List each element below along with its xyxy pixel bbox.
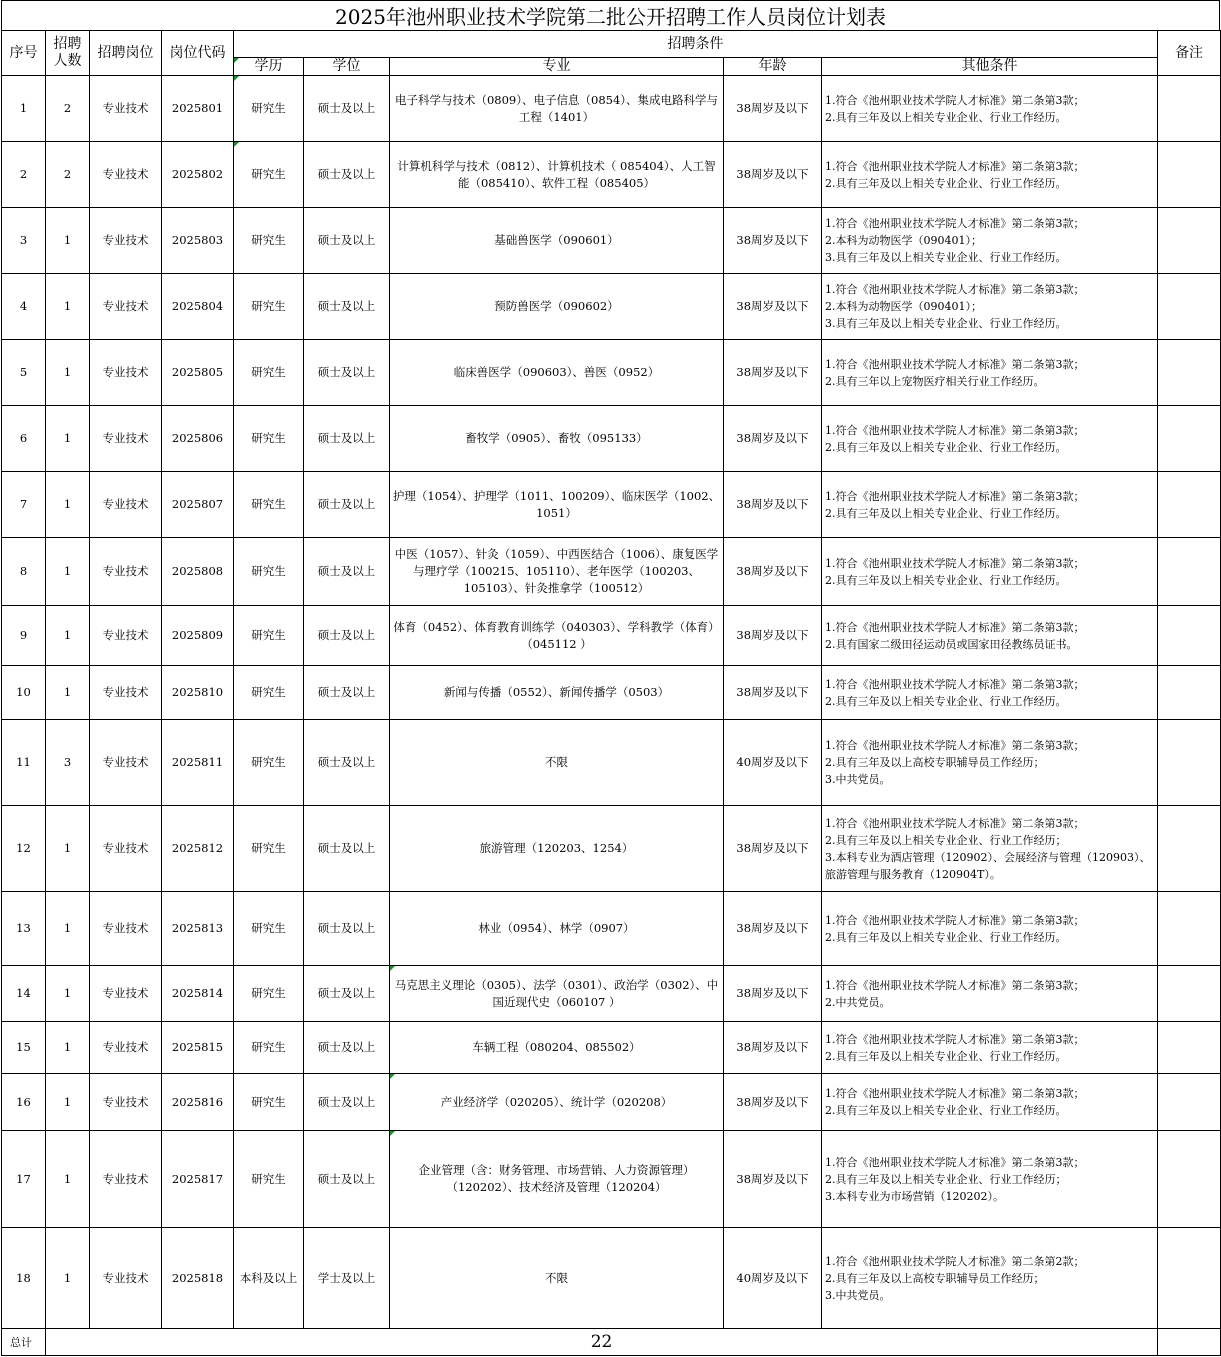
cell-age: 38周岁及以下	[724, 892, 822, 966]
other-condition-line: 1.符合《池州职业技术学院人才标准》第二条第3款；	[825, 1155, 1085, 1169]
other-condition-line: 2.具有国家二级田径运动员或国家田径教练员证书。	[825, 637, 1078, 651]
cell-code: 2025814	[162, 966, 234, 1022]
table-row	[2, 1074, 1221, 1131]
cell-age: 38周岁及以下	[724, 1074, 822, 1131]
cell-seq: 6	[2, 406, 46, 472]
cell-position: 专业技术	[90, 208, 162, 274]
cell-remark	[1158, 666, 1221, 720]
cell-seq: 17	[2, 1131, 46, 1228]
other-condition-line: 1.符合《池州职业技术学院人才标准》第二条第3款；	[825, 1032, 1085, 1046]
total-remark	[1158, 1329, 1221, 1356]
other-condition-line: 1.符合《池州职业技术学院人才标准》第二条第3款；	[825, 489, 1085, 503]
other-condition-line: 1.符合《池州职业技术学院人才标准》第二条第3款；	[825, 816, 1085, 830]
other-condition-line: 2.本科为动物医学（090401）；	[825, 300, 982, 313]
other-condition-line: 1.符合《池州职业技术学院人才标准》第二条第3款；	[825, 556, 1085, 570]
cell-age: 40周岁及以下	[724, 720, 822, 806]
other-condition-line: 1.符合《池州职业技术学院人才标准》第二条第3款；	[825, 677, 1085, 691]
other-condition-line: 2.具有三年及以上相关专业企业、行业工作经历。	[825, 440, 1067, 454]
cell-education: 研究生	[234, 472, 304, 538]
total-label: 总计	[2, 1329, 46, 1356]
cell-count: 1	[46, 340, 90, 406]
cell-position: 专业技术	[90, 1074, 162, 1131]
cell-other	[822, 1228, 1158, 1329]
cell-degree: 硕士及以上	[304, 538, 390, 606]
cell-count: 1	[46, 1022, 90, 1074]
other-condition-line: 1.符合《池州职业技术学院人才标准》第二条第3款；	[825, 93, 1085, 107]
other-condition-line: 1.符合《池州职业技术学院人才标准》第二条第3款；	[825, 978, 1085, 992]
cell-code: 2025806	[162, 406, 234, 472]
cell-other	[822, 472, 1158, 538]
cell-seq: 7	[2, 472, 46, 538]
cell-education: 本科及以上	[234, 1228, 304, 1329]
cell-count: 1	[46, 666, 90, 720]
table-row	[2, 806, 1221, 892]
recruitment-plan-sheet	[1, 0, 1220, 1356]
table-row	[2, 1022, 1221, 1074]
cell-education: 研究生	[234, 606, 304, 666]
other-condition-line: 3.具有三年及以上相关专业企业、行业工作经历。	[825, 317, 1067, 330]
other-condition-line: 2.本科为动物医学（090401）；	[825, 234, 982, 247]
cell-education: 研究生	[234, 1074, 304, 1131]
cell-seq: 8	[2, 538, 46, 606]
cell-education: 研究生	[234, 892, 304, 966]
cell-position: 专业技术	[90, 806, 162, 892]
cell-education: 研究生	[234, 806, 304, 892]
cell-education: 研究生	[234, 538, 304, 606]
cell-other	[822, 538, 1158, 606]
other-condition-line: 2.具有三年及以上相关专业企业、行业工作经历。	[825, 506, 1067, 520]
cell-education: 研究生	[234, 76, 304, 142]
cell-code: 2025809	[162, 606, 234, 666]
cell-position: 专业技术	[90, 1131, 162, 1228]
cell-age: 38周岁及以下	[724, 142, 822, 208]
table-row	[2, 606, 1221, 666]
cell-position: 专业技术	[90, 892, 162, 966]
table-row	[2, 340, 1221, 406]
cell-position: 专业技术	[90, 1228, 162, 1329]
cell-major: 马克思主义理论（0305）、法学（0301）、政治学（0302）、中国近现代史（060107 ）	[390, 966, 724, 1022]
cell-seq: 4	[2, 274, 46, 340]
cell-code: 2025801	[162, 76, 234, 142]
cell-count: 1	[46, 472, 90, 538]
cell-degree: 硕士及以上	[304, 606, 390, 666]
table-body	[2, 76, 1221, 1329]
cell-major: 旅游管理（120203、1254）	[390, 806, 724, 892]
cell-major: 林业（0954）、林学（0907）	[390, 892, 724, 966]
other-condition-line: 1.符合《池州职业技术学院人才标准》第二条第3款；	[825, 423, 1085, 437]
cell-major: 计算机科学与技术（0812）、计算机技术（ 085404）、人工智能（085410）、软件工程（085405）	[390, 142, 724, 208]
cell-age: 38周岁及以下	[724, 966, 822, 1022]
cell-education: 研究生	[234, 340, 304, 406]
cell-age: 38周岁及以下	[724, 666, 822, 720]
cell-education: 研究生	[234, 1131, 304, 1228]
other-condition-line: 2.具有三年及以上相关专业企业、行业工作经历。	[825, 930, 1067, 944]
cell-remark	[1158, 142, 1221, 208]
other-condition-line: 2.具有三年及以上相关专业企业、行业工作经历。	[825, 694, 1067, 708]
cell-seq: 18	[2, 1228, 46, 1329]
cell-count: 1	[46, 538, 90, 606]
cell-degree: 硕士及以上	[304, 892, 390, 966]
cell-count: 1	[46, 1228, 90, 1329]
header-conditions: 招聘条件	[234, 31, 1158, 58]
cell-code: 2025816	[162, 1074, 234, 1131]
cell-degree: 硕士及以上	[304, 472, 390, 538]
cell-code: 2025805	[162, 340, 234, 406]
cell-degree: 硕士及以上	[304, 1074, 390, 1131]
other-condition-line: 2.具有三年及以上相关专业企业、行业工作经历。	[825, 110, 1067, 124]
cell-age: 38周岁及以下	[724, 76, 822, 142]
cell-age: 38周岁及以下	[724, 340, 822, 406]
cell-education: 研究生	[234, 208, 304, 274]
cell-degree: 硕士及以上	[304, 720, 390, 806]
cell-position: 专业技术	[90, 274, 162, 340]
cell-count: 1	[46, 606, 90, 666]
table-row	[2, 666, 1221, 720]
cell-other	[822, 340, 1158, 406]
cell-remark	[1158, 606, 1221, 666]
total-value: 22	[46, 1329, 1158, 1356]
other-condition-line: 2.具有三年以上宠物医疗相关行业工作经历。	[825, 374, 1045, 388]
cell-count: 1	[46, 892, 90, 966]
cell-degree: 硕士及以上	[304, 340, 390, 406]
cell-seq: 3	[2, 208, 46, 274]
cell-seq: 15	[2, 1022, 46, 1074]
cell-remark	[1158, 806, 1221, 892]
cell-degree: 硕士及以上	[304, 406, 390, 472]
cell-major: 基础兽医学（090601）	[390, 208, 724, 274]
cell-seq: 5	[2, 340, 46, 406]
header-position: 招聘岗位	[90, 31, 162, 76]
cell-seq: 2	[2, 142, 46, 208]
total-row	[2, 1329, 1221, 1356]
cell-age: 38周岁及以下	[724, 472, 822, 538]
table-row	[2, 208, 1221, 274]
other-condition-line: 3.具有三年及以上相关专业企业、行业工作经历。	[825, 251, 1067, 264]
cell-seq: 14	[2, 966, 46, 1022]
cell-remark	[1158, 966, 1221, 1022]
cell-major: 预防兽医学（090602）	[390, 274, 724, 340]
cell-code: 2025818	[162, 1228, 234, 1329]
cell-age: 38周岁及以下	[724, 274, 822, 340]
cell-count: 1	[46, 1074, 90, 1131]
cell-position: 专业技术	[90, 966, 162, 1022]
table-row	[2, 406, 1221, 472]
cell-other	[822, 142, 1158, 208]
cell-remark	[1158, 720, 1221, 806]
cell-count: 1	[46, 274, 90, 340]
cell-age: 38周岁及以下	[724, 538, 822, 606]
cell-major: 临床兽医学（090603）、兽医（0952）	[390, 340, 724, 406]
cell-major: 电子科学与技术（0809）、电子信息（0854）、集成电路科学与工程（1401）	[390, 76, 724, 142]
cell-major: 不限	[390, 1228, 724, 1329]
cell-age: 38周岁及以下	[724, 606, 822, 666]
cell-remark	[1158, 538, 1221, 606]
other-condition-line: 1.符合《池州职业技术学院人才标准》第二条第3款；	[825, 357, 1085, 371]
other-condition-line: 2.具有三年及以上相关专业企业、行业工作经历；	[825, 1172, 1067, 1186]
cell-age: 38周岁及以下	[724, 1131, 822, 1228]
table-row	[2, 472, 1221, 538]
other-condition-line: 2.具有三年及以上相关专业企业、行业工作经历。	[825, 1104, 1067, 1117]
other-condition-line: 2.具有三年及以上相关专业企业、行业工作经历。	[825, 573, 1067, 587]
cell-degree: 硕士及以上	[304, 806, 390, 892]
other-condition-line: 2.具有三年及以上高校专职辅导员工作经历；	[825, 756, 1045, 769]
cell-code: 2025808	[162, 538, 234, 606]
table-row	[2, 1228, 1221, 1329]
other-condition-line: 2.具有三年及以上相关专业企业、行业工作经历。	[825, 176, 1067, 190]
cell-code: 2025803	[162, 208, 234, 274]
header-count: 招聘人数	[46, 31, 90, 76]
cell-code: 2025817	[162, 1131, 234, 1228]
header-code: 岗位代码	[162, 31, 234, 76]
cell-other	[822, 1022, 1158, 1074]
header-remark: 备注	[1158, 31, 1221, 76]
page-title: 2025年池州职业技术学院第二批公开招聘工作人员岗位计划表	[1, 0, 1220, 30]
cell-degree: 硕士及以上	[304, 666, 390, 720]
cell-other	[822, 606, 1158, 666]
table-row	[2, 142, 1221, 208]
cell-seq: 16	[2, 1074, 46, 1131]
cell-position: 专业技术	[90, 340, 162, 406]
cell-remark	[1158, 406, 1221, 472]
cell-remark	[1158, 274, 1221, 340]
cell-other	[822, 208, 1158, 274]
cell-degree: 硕士及以上	[304, 1022, 390, 1074]
cell-position: 专业技术	[90, 1022, 162, 1074]
other-condition-line: 2.中共党员。	[825, 995, 891, 1009]
cell-remark	[1158, 208, 1221, 274]
cell-code: 2025804	[162, 274, 234, 340]
cell-other	[822, 892, 1158, 966]
cell-code: 2025811	[162, 720, 234, 806]
cell-remark	[1158, 892, 1221, 966]
other-condition-line: 3.中共党员。	[825, 1288, 891, 1302]
cell-code: 2025810	[162, 666, 234, 720]
cell-count: 1	[46, 806, 90, 892]
table-row	[2, 274, 1221, 340]
cell-education: 研究生	[234, 1022, 304, 1074]
other-condition-line: 1.符合《池州职业技术学院人才标准》第二条第3款；	[825, 620, 1085, 634]
other-condition-line: 1.符合《池州职业技术学院人才标准》第二条第3款；	[825, 913, 1085, 927]
table-row	[2, 538, 1221, 606]
cell-position: 专业技术	[90, 406, 162, 472]
cell-age: 38周岁及以下	[724, 208, 822, 274]
table-row	[2, 720, 1221, 806]
cell-other	[822, 666, 1158, 720]
cell-count: 1	[46, 1131, 90, 1228]
cell-age: 38周岁及以下	[724, 406, 822, 472]
cell-code: 2025815	[162, 1022, 234, 1074]
cell-major: 车辆工程（080204、085502）	[390, 1022, 724, 1074]
cell-degree: 硕士及以上	[304, 966, 390, 1022]
other-condition-line: 1.符合《池州职业技术学院人才标准》第二条第3款；	[825, 283, 1085, 296]
cell-major: 企业管理（含：财务管理、市场营销、人力资源管理）（120202）、技术经济及管理（120204）	[390, 1131, 724, 1228]
cell-other	[822, 1074, 1158, 1131]
cell-position: 专业技术	[90, 142, 162, 208]
cell-remark	[1158, 340, 1221, 406]
recruitment-table	[1, 30, 1221, 1356]
cell-degree: 学士及以上	[304, 1228, 390, 1329]
cell-count: 1	[46, 208, 90, 274]
cell-degree: 硕士及以上	[304, 274, 390, 340]
cell-major: 新闻与传播（0552）、新闻传播学（0503）	[390, 666, 724, 720]
header-major: 专业	[390, 58, 724, 76]
cell-major: 体育（0452）、体育教育训练学（040303）、学科教学（体育）（045112 ）	[390, 606, 724, 666]
other-condition-line: 3.本科专业为酒店管理（120902）、会展经济与管理（120903）、旅游管理与服务教育（120904T）。	[825, 850, 1151, 881]
cell-remark	[1158, 1228, 1221, 1329]
table-row	[2, 1131, 1221, 1228]
cell-degree: 硕士及以上	[304, 76, 390, 142]
cell-major: 产业经济学（020205）、统计学（020208）	[390, 1074, 724, 1131]
cell-major: 护理（1054）、护理学（1011、100209）、临床医学（1002、1051）	[390, 472, 724, 538]
cell-education: 研究生	[234, 720, 304, 806]
cell-position: 专业技术	[90, 666, 162, 720]
cell-other	[822, 720, 1158, 806]
cell-other	[822, 806, 1158, 892]
cell-remark	[1158, 76, 1221, 142]
cell-count: 2	[46, 142, 90, 208]
cell-other	[822, 1131, 1158, 1228]
cell-major: 不限	[390, 720, 724, 806]
cell-code: 2025813	[162, 892, 234, 966]
cell-seq: 10	[2, 666, 46, 720]
cell-remark	[1158, 1022, 1221, 1074]
cell-degree: 硕士及以上	[304, 142, 390, 208]
table-row	[2, 76, 1221, 142]
cell-other	[822, 966, 1158, 1022]
cell-position: 专业技术	[90, 538, 162, 606]
cell-education: 研究生	[234, 274, 304, 340]
cell-seq: 12	[2, 806, 46, 892]
cell-code: 2025812	[162, 806, 234, 892]
cell-position: 专业技术	[90, 720, 162, 806]
header-education: 学历	[234, 58, 304, 76]
cell-position: 专业技术	[90, 606, 162, 666]
other-condition-line: 2.具有三年及以上相关专业企业、行业工作经历；	[825, 833, 1067, 847]
cell-remark	[1158, 1131, 1221, 1228]
cell-remark	[1158, 472, 1221, 538]
cell-education: 研究生	[234, 666, 304, 720]
other-condition-line: 3.本科专业为市场营销（120202）。	[825, 1189, 1004, 1203]
cell-seq: 11	[2, 720, 46, 806]
cell-other	[822, 76, 1158, 142]
cell-count: 2	[46, 76, 90, 142]
cell-count: 1	[46, 966, 90, 1022]
other-condition-line: 1.符合《池州职业技术学院人才标准》第二条第3款；	[825, 217, 1085, 230]
other-condition-line: 1.符合《池州职业技术学院人才标准》第二条第3款；	[825, 739, 1085, 752]
cell-remark	[1158, 1074, 1221, 1131]
other-condition-line: 2.具有三年及以上相关专业企业、行业工作经历。	[825, 1049, 1067, 1063]
cell-education: 研究生	[234, 406, 304, 472]
other-condition-line: 1.符合《池州职业技术学院人才标准》第二条第3款；	[825, 159, 1085, 173]
cell-age: 40周岁及以下	[724, 1228, 822, 1329]
header-age: 年龄	[724, 58, 822, 76]
other-condition-line: 1.符合《池州职业技术学院人才标准》第二条第2款；	[825, 1254, 1085, 1268]
cell-seq: 9	[2, 606, 46, 666]
cell-major: 中医（1057）、针灸（1059）、中西医结合（1006）、康复医学与理疗学（100215、105110）、老年医学（100203、105103）、针灸推拿学（100512）	[390, 538, 724, 606]
cell-degree: 硕士及以上	[304, 208, 390, 274]
cell-position: 专业技术	[90, 76, 162, 142]
table-row	[2, 966, 1221, 1022]
other-condition-line: 1.符合《池州职业技术学院人才标准》第二条第3款；	[825, 1087, 1085, 1100]
cell-education: 研究生	[234, 142, 304, 208]
cell-major: 畜牧学（0905）、畜牧（095133）	[390, 406, 724, 472]
cell-count: 1	[46, 406, 90, 472]
cell-seq: 1	[2, 76, 46, 142]
table-row	[2, 892, 1221, 966]
cell-count: 3	[46, 720, 90, 806]
cell-age: 38周岁及以下	[724, 806, 822, 892]
cell-seq: 13	[2, 892, 46, 966]
cell-degree: 硕士及以上	[304, 1131, 390, 1228]
cell-education: 研究生	[234, 966, 304, 1022]
cell-other	[822, 274, 1158, 340]
cell-code: 2025802	[162, 142, 234, 208]
header-degree: 学位	[304, 58, 390, 76]
header-seq: 序号	[2, 31, 46, 76]
other-condition-line: 3.中共党员。	[825, 773, 891, 786]
cell-position: 专业技术	[90, 472, 162, 538]
header-other: 其他条件	[822, 58, 1158, 76]
other-condition-line: 2.具有三年及以上高校专职辅导员工作经历；	[825, 1271, 1045, 1285]
cell-other	[822, 406, 1158, 472]
cell-code: 2025807	[162, 472, 234, 538]
cell-age: 38周岁及以下	[724, 1022, 822, 1074]
